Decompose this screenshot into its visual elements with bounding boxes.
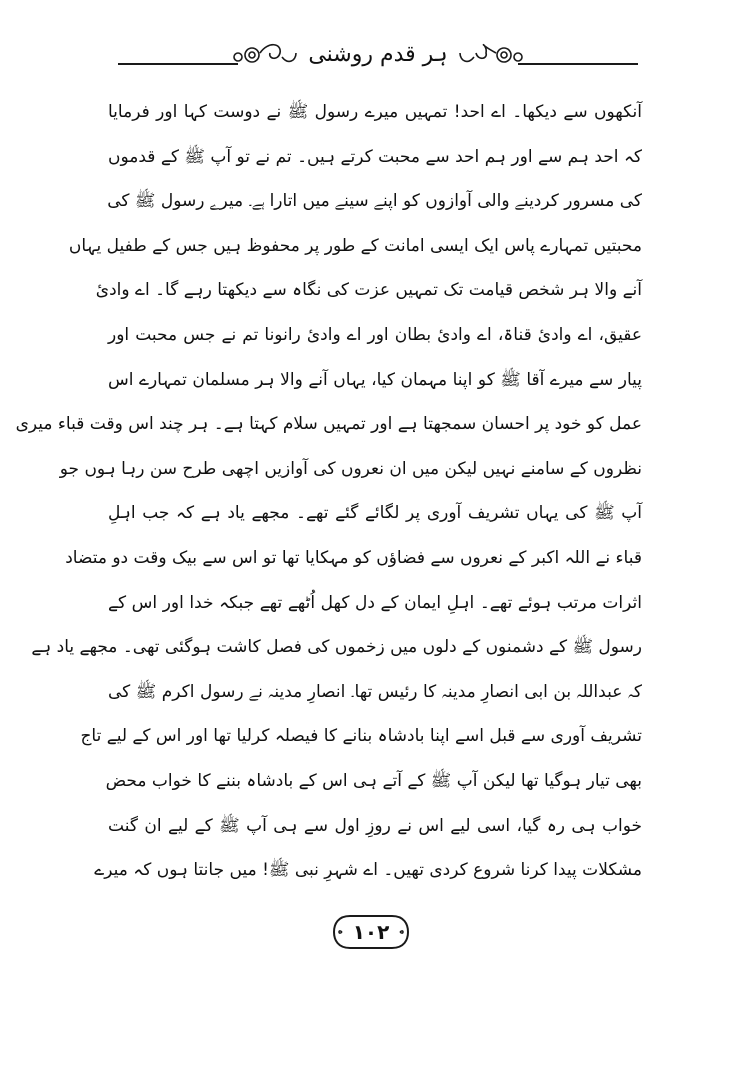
header-rule-left [118,63,238,65]
text-line: اثرات مرتب ہوئے تھے۔ اہلِ ایمان کے دل کھل اُٹھے تھے جبکہ خدا اور اس کے [108,592,642,613]
page-header-title: ہر قدم روشنی [308,41,448,67]
text-line: مشکلات پیدا کرنا شروع کردی تھیں۔ اے شہرِ نبی ﷺ! میں جانتا ہوں کہ میرے [94,860,642,881]
page-header [118,22,638,78]
text-line: آپ ﷺ کی یہاں تشریف آوری پر لگائے گئے تھے۔ مجھے یاد ہے کہ جب اہلِ [108,503,642,524]
text-line: عقیق، اے وادیٔ قناۃ، اے وادیٔ بطان اور اے وادیٔ رانونا تم نے جس محبت اور [108,324,642,345]
text-line: تشریف آوری سے قبل اسے اپنا بادشاہ بنانے کا فیصلہ کرلیا تھا اور اس کے لیے تاج [80,726,642,747]
page-number [332,912,410,952]
text-line: پیار سے میرے آقا ﷺ کو اپنا مہمان کیا، یہاں آنے والا ہر مسلمان تمہارے اس [108,369,642,390]
header-ornament [238,30,518,78]
flourish-right-icon [456,37,526,71]
text-line: آنکھوں سے دیکھا۔ اے احد! تمہیں میرے رسول ﷺ نے دوست کہا اور فرمایا [108,102,642,122]
text-line: بھی تیار ہوگیا تھا لیکن آپ ﷺ کے آتے ہی اس کے بادشاہ بننے کا خواب محض [105,770,642,791]
text-line: رسول ﷺ کے دشمنوں کے دلوں میں زخموں کی فصل کاشت ہوگئی تھی۔ مجھے یاد ہے [31,637,642,658]
flourish-left-icon [230,37,300,71]
text-line: خواب ہی رہ گیا، اسی لیے اس نے روزِ اول سے ہی آپ ﷺ کے لیے ان گنت [108,815,642,836]
text-line: کہ احد ہم سے اور ہم احد سے محبت کرتے ہیں۔ تم نے تو آپ ﷺ کے قدموں [108,146,642,167]
text-line: آنے والا ہر شخص قیامت تک تمہیں عزت کی نگاہ سے دیکھتا رہے گا۔ اے وادیٔ [95,280,642,301]
text-line: قباء نے اللہ اکبر کے نعروں سے فضاؤں کو مہکایا تھا تو اس سے بیک وقت دو متضاد [65,547,642,568]
text-line: نظروں کے سامنے نہیں لیکن میں ان نعروں کی آوازیں اچھی طرح سن رہا ہوں جو [59,458,642,479]
text-line: کہ عبداللہ بن ابی انصارِ مدینہ کا رئیس تھا۔ انصارِ مدینہ نے رسول اکرم ﷺ کی [108,681,642,702]
page-number-value: ۱۰۲ [352,920,390,944]
text-line: کی مسرور کردینے والی آوازوں کو اپنے سینے میں اتارا ہے۔ میرے رسول ﷺ کی [107,191,642,212]
text-line: محبتیں تمہارے پاس ایک ایسی امانت کے طور پر محفوظ ہیں جس کے طفیل یہاں [68,235,642,256]
header-rule-right [518,63,638,65]
body-text [15,90,642,893]
text-line: عمل کو خود پر احسان سمجھتا ہے اور تمہیں سلام کہتا ہے۔ ہر چند اس وقت قباء میری [15,414,642,435]
